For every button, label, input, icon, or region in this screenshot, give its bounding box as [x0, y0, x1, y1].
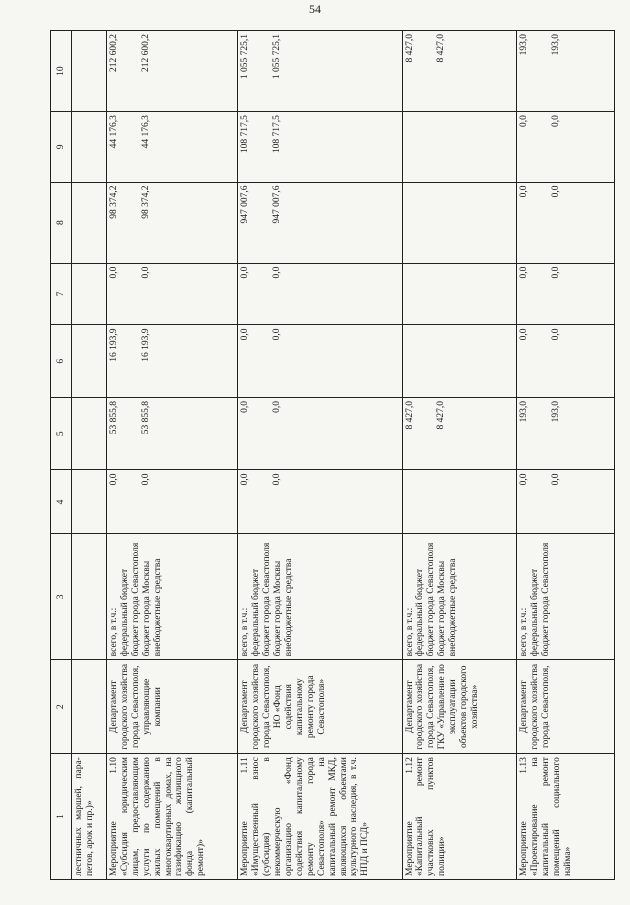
amount-value: 0,0 [272, 266, 283, 279]
amount-value [152, 34, 163, 108]
amount-cell [106, 112, 237, 182]
funding-source-label: бюджет города Севастополя [262, 542, 273, 657]
amount-value [251, 328, 262, 394]
column-header: 5 [51, 397, 72, 470]
amount-value [415, 34, 426, 108]
amount-value: 212 600,2 [140, 34, 151, 72]
amount-cell [72, 31, 107, 112]
amount-value [405, 267, 416, 322]
amount-cell [72, 182, 107, 263]
amount-value [530, 328, 541, 394]
amount-value: 0,0 [108, 473, 119, 486]
amount-value [447, 328, 458, 394]
funding-source-label: федеральный бюджет [415, 568, 426, 657]
column-header: 7 [51, 263, 72, 325]
funding-source-label: всего, в т.ч.: [240, 607, 251, 657]
measure-name-cell: Мероприятие 1.11 «Имущественный взнос (субсидия) в некоммерческую организацию «Фонд содействия капитальному ремонту города Севастополя» на капитальный ремонт МКД, являющихся объектами культурного наследия, в т.ч. НПД и ПСД» [238, 754, 402, 880]
amount-value: 193,0 [519, 400, 530, 423]
amount-value [405, 473, 416, 530]
amount-cell [106, 325, 237, 398]
amount-cell [402, 470, 517, 534]
amount-cell [106, 397, 237, 470]
amount-value [458, 186, 469, 260]
amount-value [458, 267, 469, 322]
column-header: 4 [51, 470, 72, 534]
amount-value [405, 115, 416, 178]
funding-sources-cell [517, 534, 615, 660]
amount-value [120, 473, 131, 530]
funding-source-label: внебюджетные средства [283, 558, 294, 657]
column-header: 2 [51, 660, 72, 754]
amount-cell [238, 182, 402, 263]
amount-value [530, 115, 541, 178]
amount-value: 16 193,9 [108, 328, 119, 362]
amount-value: 0,0 [551, 328, 562, 341]
amount-cell [72, 397, 107, 470]
amount-value [283, 473, 294, 530]
amount-value [152, 473, 163, 530]
amount-value: 1 055 725,1 [272, 34, 283, 80]
amount-value: 8 427,0 [436, 34, 447, 63]
funding-source-label: всего, в т.ч.: [519, 607, 530, 657]
amount-cell [72, 325, 107, 398]
amount-value [120, 115, 131, 178]
amount-value: 98 374,2 [108, 185, 119, 219]
amount-value [163, 115, 174, 178]
funding-sources-cell [72, 534, 107, 660]
amount-cell [106, 470, 237, 534]
funding-sources-cell [106, 534, 237, 660]
amount-value [251, 267, 262, 322]
funding-source-label: бюджет города Севастополя [426, 542, 437, 657]
amount-value [294, 267, 305, 322]
amount-value: 98 374,2 [140, 185, 151, 219]
funding-source-label: федеральный бюджет [251, 568, 262, 657]
column-header: 10 [51, 31, 72, 112]
funding-source-label: бюджет города Москвы [141, 560, 152, 657]
amount-value: 193,0 [519, 34, 530, 56]
amount-value [251, 401, 262, 467]
amount-value: 0,0 [240, 328, 251, 341]
amount-value: 53 855,8 [108, 400, 119, 435]
amount-value [163, 328, 174, 394]
amount-value: 8 427,0 [404, 400, 415, 430]
amount-value: 0,0 [272, 473, 283, 486]
amount-cell [238, 325, 402, 398]
amount-value [294, 34, 305, 108]
amount-value: 0,0 [551, 115, 562, 128]
amount-value [294, 328, 305, 394]
amount-value: 0,0 [240, 473, 251, 486]
amount-value [283, 186, 294, 260]
amount-value [152, 267, 163, 322]
amount-value [415, 401, 426, 467]
amount-cell [72, 112, 107, 182]
amount-value [436, 267, 447, 322]
amount-value [152, 401, 163, 467]
amount-value [530, 186, 541, 260]
amount-value [436, 328, 447, 394]
funding-source-label: всего, в т.ч.: [108, 607, 119, 657]
amount-value [436, 473, 447, 530]
funding-source-label: бюджет города Москвы [273, 560, 284, 657]
amount-value [436, 115, 447, 178]
table-row [72, 31, 107, 880]
responsible-executor-cell: Департамент городского хозяйства города Севастополя, [517, 660, 615, 754]
amount-value [152, 186, 163, 260]
amount-value [405, 328, 416, 394]
amount-cell [517, 470, 615, 534]
amount-value [436, 186, 447, 260]
amount-value: 0,0 [519, 266, 530, 279]
amount-value: 16 193,9 [140, 328, 151, 362]
amount-value: 0,0 [108, 266, 119, 279]
amount-value [458, 473, 469, 530]
amount-value [152, 328, 163, 394]
amount-value: 947 007,6 [272, 185, 283, 224]
amount-value: 0,0 [240, 400, 251, 413]
amount-cell [517, 325, 615, 398]
amount-value [120, 401, 131, 467]
amount-cell [402, 397, 517, 470]
amount-value [283, 34, 294, 108]
amount-value [447, 34, 458, 108]
amount-value [120, 267, 131, 322]
amount-value [163, 473, 174, 530]
amount-cell [402, 325, 517, 398]
amount-value [163, 34, 174, 108]
amount-cell [72, 470, 107, 534]
responsible-executor-cell [72, 660, 107, 754]
amount-value: 193,0 [551, 400, 562, 423]
amount-value [294, 401, 305, 467]
amount-value: 108 717,5 [240, 115, 251, 154]
funding-source-label: бюджет города Севастополя [541, 542, 552, 657]
amount-value [447, 473, 458, 530]
amount-value: 0,0 [551, 473, 562, 486]
funding-table [50, 30, 615, 880]
amount-value [458, 401, 469, 467]
amount-value: 0,0 [272, 328, 283, 341]
amount-value [415, 328, 426, 394]
amount-value [163, 186, 174, 260]
amount-value: 0,0 [272, 400, 283, 413]
amount-cell [238, 263, 402, 325]
amount-value [251, 115, 262, 178]
amount-value [120, 328, 131, 394]
amount-cell [517, 182, 615, 263]
amount-value [163, 267, 174, 322]
amount-cell [402, 31, 517, 112]
amount-value [120, 186, 131, 260]
amount-value [415, 473, 426, 530]
amount-value [251, 34, 262, 108]
amount-cell [238, 397, 402, 470]
column-header: 8 [51, 182, 72, 263]
funding-source-label: бюджет города Москвы [437, 560, 448, 657]
amount-value [458, 34, 469, 108]
amount-value [283, 401, 294, 467]
table-row [106, 31, 237, 880]
amount-value: 8 427,0 [404, 34, 415, 63]
amount-value: 947 007,6 [240, 185, 251, 224]
funding-source-label: бюджет города Севастополя [130, 542, 141, 657]
measure-name-cell: Мероприятие 1.12 «Капитальный ремонт участковых пунктов полиции» [402, 754, 517, 880]
table-row [238, 31, 402, 880]
column-header: 9 [51, 112, 72, 182]
amount-cell [402, 263, 517, 325]
amount-cell [238, 470, 402, 534]
amount-value: 0,0 [551, 266, 562, 279]
amount-value: 0,0 [140, 266, 151, 279]
amount-value [163, 401, 174, 467]
amount-value [415, 186, 426, 260]
measure-name-cell: Мероприятие 1.10 «Субсидия юридическим лицам, предоставляющим услуги по содержанию жилых помещений в многоквартирных домах, на газификацию жилищного фонда (капитальный ремонт)» [106, 754, 237, 880]
amount-value [294, 186, 305, 260]
amount-value: 0,0 [519, 115, 530, 128]
amount-value: 44 176,3 [108, 115, 119, 149]
amount-value [294, 115, 305, 178]
page-number: 54 [309, 2, 321, 16]
amount-value [447, 267, 458, 322]
amount-value: 0,0 [519, 185, 530, 198]
funding-source-label: внебюджетные средства [448, 558, 459, 657]
funding-sources-cell [238, 534, 402, 660]
funding-source-label: внебюджетные средства [152, 558, 163, 657]
amount-value [530, 34, 541, 108]
responsible-executor-cell: Департамент городского хозяйства города Севастополя, НО «Фонд содействия капитальному ремонту города Севастополя» [238, 660, 402, 754]
amount-value [405, 186, 416, 260]
amount-value [458, 115, 469, 178]
amount-value: 0,0 [240, 266, 251, 279]
amount-cell [106, 182, 237, 263]
amount-value [283, 267, 294, 322]
responsible-executor-cell: Департамент городского хозяйства города Севастополя, управляющие компании [106, 660, 237, 754]
amount-value [530, 473, 541, 530]
amount-value: 0,0 [140, 473, 151, 486]
measure-name-cell: лестничных маршей, пара-петов, арок и пр.)» [72, 754, 107, 880]
amount-value [530, 401, 541, 467]
amount-value: 212 600,2 [108, 34, 119, 72]
amount-value: 8 427,0 [436, 400, 447, 430]
amount-value: 0,0 [551, 185, 562, 198]
amount-value [447, 186, 458, 260]
column-header: 6 [51, 325, 72, 398]
responsible-executor-cell: Департамент городского хозяйства города Севастополя, ГКУ «Управление по эксплуатации объектов городского хозяйства» [402, 660, 517, 754]
amount-value [294, 473, 305, 530]
amount-cell [517, 263, 615, 325]
funding-sources-cell [402, 534, 517, 660]
amount-cell [238, 31, 402, 112]
amount-cell [238, 112, 402, 182]
amount-value [447, 115, 458, 178]
amount-cell [106, 263, 237, 325]
amount-value: 53 855,8 [140, 400, 151, 435]
amount-cell [72, 263, 107, 325]
amount-value [152, 115, 163, 178]
amount-value [447, 401, 458, 467]
amount-value: 44 176,3 [140, 115, 151, 149]
amount-cell [402, 182, 517, 263]
amount-value [251, 473, 262, 530]
amount-value: 0,0 [519, 473, 530, 486]
amount-value [530, 267, 541, 322]
amount-cell [517, 397, 615, 470]
funding-source-label: всего, в т.ч.: [404, 607, 415, 657]
column-header: 1 [51, 754, 72, 880]
funding-source-label: федеральный бюджет [119, 568, 130, 657]
funding-source-label: федеральный бюджет [530, 568, 541, 657]
table-row [402, 31, 517, 880]
amount-value [283, 328, 294, 394]
amount-value [120, 34, 131, 108]
amount-value [415, 115, 426, 178]
header-row [51, 31, 72, 880]
amount-value [283, 115, 294, 178]
amount-value [458, 328, 469, 394]
rotated-table-wrapper [50, 30, 615, 880]
amount-value: 193,0 [551, 34, 562, 56]
amount-value [415, 267, 426, 322]
table-row [517, 31, 615, 880]
amount-cell [517, 112, 615, 182]
amount-cell [517, 31, 615, 112]
amount-cell [402, 112, 517, 182]
amount-value: 1 055 725,1 [240, 34, 251, 80]
amount-value: 0,0 [519, 328, 530, 341]
amount-value: 108 717,5 [272, 115, 283, 154]
amount-value [251, 186, 262, 260]
measure-name-cell: Мероприятие 1.13 «Проектирование на капитальный ремонт помещений социального найма» [517, 754, 615, 880]
amount-cell [106, 31, 237, 112]
column-header: 3 [51, 534, 72, 660]
